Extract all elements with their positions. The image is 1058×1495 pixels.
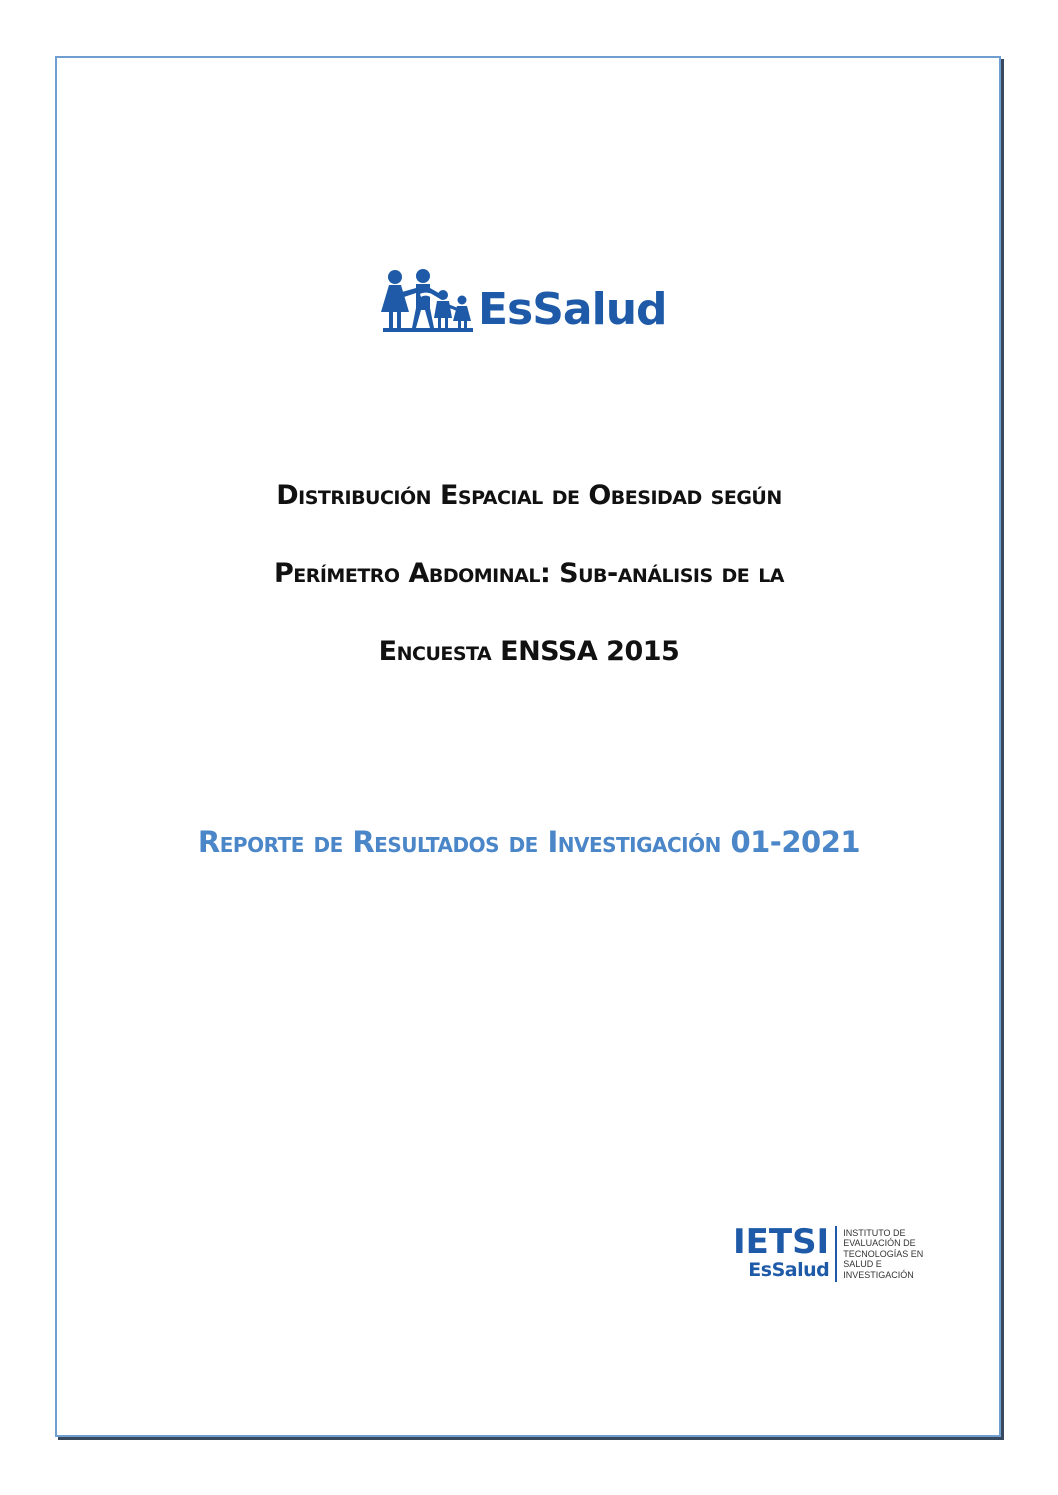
title-line: Distribución Espacial de Obesidad según [276, 480, 782, 511]
ietsi-wordmark [733, 1224, 829, 1286]
report-subtitle: Reporte de Resultados de Investigación 01-2021 [197, 825, 861, 859]
ietsi-divider [835, 1226, 837, 1282]
title-line: Perímetro Abdominal: Sub-análisis de la [273, 558, 785, 589]
document-title [100, 470, 958, 704]
title-line: Encuesta ENSSA 2015 [378, 636, 680, 667]
ietsi-org: EsSalud [748, 1259, 830, 1281]
logo-text: EsSalud [478, 284, 667, 335]
essalud-logo [380, 262, 670, 334]
family-figures-icon [380, 268, 476, 334]
ietsi-logo [733, 1224, 963, 1286]
ietsi-description: INSTITUTO DE EVALUACIÓN DE TECNOLOGÍAS EN SALUD E INVESTIGACIÓN [843, 1228, 924, 1280]
ietsi-acronym: IETSI [733, 1222, 830, 1262]
